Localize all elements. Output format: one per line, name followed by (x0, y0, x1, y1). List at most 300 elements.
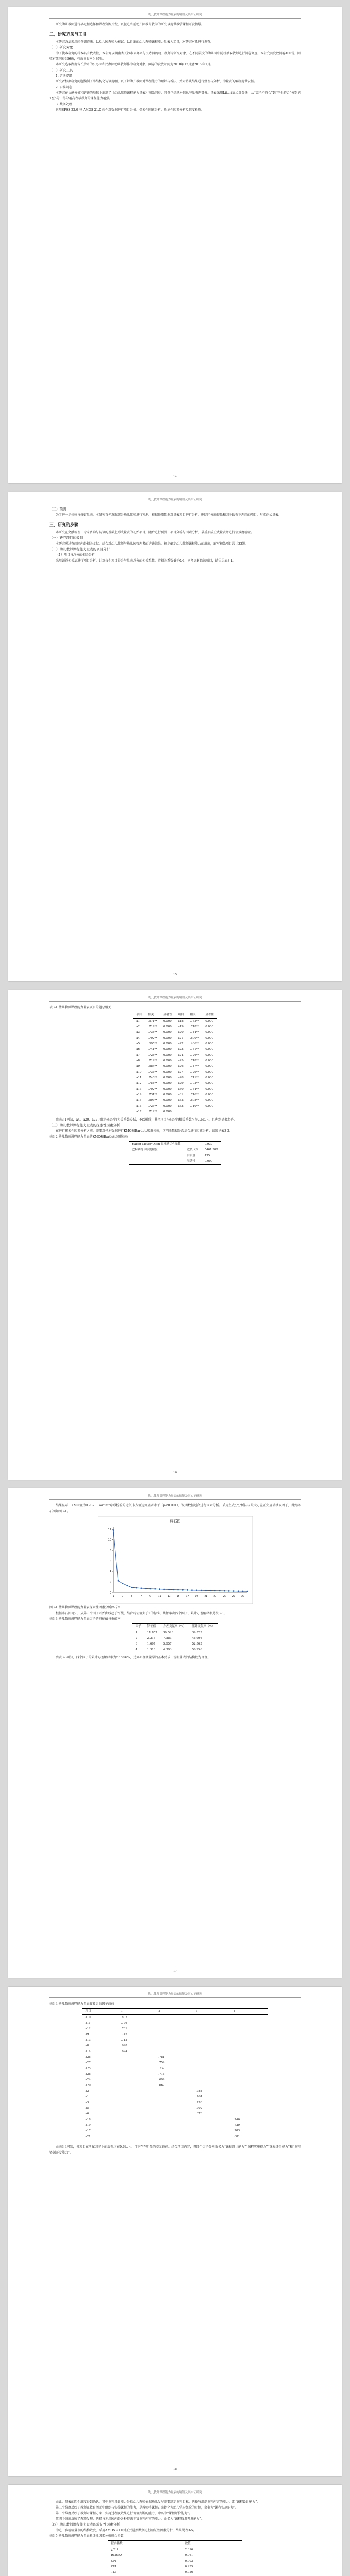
table-cell: .673 (196, 2112, 203, 2115)
table-cell: a22 (178, 1042, 184, 1045)
table-cell (230, 2038, 268, 2043)
table-cell: .702 (196, 2107, 203, 2110)
table-cell (118, 2055, 156, 2060)
paragraph: 采用题总相关法进行项目分析，计算每个项目得分与量表总分的相关系数，若相关系数低于0.4，则考虑删除该项目，结果见表3-1。 (56, 559, 236, 563)
running-header: 幼儿教师课程能力量表的编制及其实证研究 (49, 1987, 301, 1998)
table-cell: .662 (158, 2084, 165, 2087)
table-row (133, 1092, 217, 1098)
x-tick-label: 21 (204, 1595, 207, 1598)
table-cell (118, 2072, 156, 2077)
paragraph: 由表3-4可知，各项目在所属因子上的载荷均在0.6以上，且不存在明显的交叉载荷。结合项目内容，将四个因子分别命名为“课程设计能力”“课程实施能力”“课程评价能力”和“课程资源开发能力”。 (49, 2145, 301, 2155)
table-cell (193, 2015, 230, 2021)
data-point (145, 1588, 146, 1589)
paragraph: 1. 访谈提纲 (56, 74, 72, 78)
table-cell: Kaiser-Meyer-Olkin 取样适切性量数 (132, 1143, 181, 1146)
table-cell: CFI (111, 2565, 116, 2568)
page-body (8, 1998, 342, 2156)
subsection-heading: （四）幼儿教师课程能力量表的验证性因素分析 (49, 2522, 120, 2527)
paragraph: 由此，量表的四个维度得到确认，其中课程设计能力是指幼儿教师依据幼儿发展需要制定课程目标、选择与组织课程内容的能力，即“课程设计能力”。 (56, 2500, 260, 2504)
table-cell: a30 (178, 1088, 184, 1091)
table-cell: a19 (85, 2124, 91, 2127)
table-cell: a14 (136, 1093, 142, 1096)
table-row (82, 2100, 268, 2106)
table-cell: a16 (136, 1105, 142, 1108)
table-cell: .738 (196, 2101, 203, 2104)
figure-caption: 图3-1 幼儿教师课程能力量表探索性因素分析碎石图 (49, 1606, 121, 1609)
table-cell (155, 2032, 193, 2038)
x-tick-label: 23 (213, 1595, 216, 1598)
table-cell: 0.000 (205, 1059, 214, 1062)
table-cell (118, 2094, 156, 2100)
document-page-6 (8, 2485, 342, 2576)
page-number: 18 (173, 2468, 177, 2471)
table-row (129, 1147, 221, 1153)
data-point (223, 1590, 225, 1592)
table-cell: a4 (136, 1037, 140, 1040)
table-row (133, 1024, 217, 1030)
table-row (133, 1041, 217, 1047)
data-point (237, 1590, 239, 1592)
table-cell: .761 (121, 2027, 127, 2030)
table-row (108, 2570, 242, 2575)
data-point (131, 1587, 132, 1588)
table-cell (230, 2026, 268, 2032)
table-cell: 39.523 (192, 1631, 202, 1634)
table-cell (118, 2117, 156, 2123)
table-cell: a33 (178, 1105, 184, 1108)
table-row (108, 2553, 242, 2558)
paragraph: 运用SPSS 22.0 与 AMOS 21.0 软件对数据进行项目分析、探索性因素分析、验证性因素分析及信度检验。 (56, 108, 205, 112)
table-title: 表3-5 幼儿教师课程能力量表验证性因素分析拟合指数 (49, 2534, 124, 2538)
table-cell: a6 (85, 2112, 89, 2115)
section-heading: 二、研究方法与工具 (49, 32, 87, 37)
table-cell (193, 2077, 230, 2083)
data-point (154, 1588, 156, 1590)
table-cell (193, 2021, 230, 2026)
table-title: 表3-2 幼儿教师课程能力量表的KMO和Bartlett球形检验 (49, 1135, 128, 1139)
data-point (163, 1589, 165, 1590)
table-cell: .758** (148, 1082, 157, 1085)
table-cell: 显著性 (187, 1160, 196, 1163)
table-row (82, 2089, 268, 2094)
table-cell: a10 (136, 1071, 142, 1074)
x-tick-label: 29 (241, 1595, 244, 1598)
table-cell: a18 (85, 2118, 91, 2121)
table-cell: 0.903 (185, 2560, 193, 2563)
table-cell: 0.000 (205, 1042, 214, 1045)
table-cell: .726** (190, 1054, 199, 1057)
table-cell: 39.523 (163, 1631, 174, 1634)
table-cell: 0.000 (163, 1037, 172, 1040)
table-cell: 2 (135, 1637, 138, 1640)
table-cell (230, 2094, 268, 2100)
table-cell (155, 2043, 193, 2049)
table-cell: 0.000 (163, 1059, 172, 1062)
paragraph: 结果显示，KMO值为0.937，Bartlett球形检验的近似卡方值达到显著水平（p<0.001），说明数据适合进行因素分析。采用主成分分析法与最大方差正交旋转抽取因子，得到碎石图如图3-1。 (49, 1504, 301, 1513)
subsection-heading: （三）预测 (49, 507, 66, 511)
table-cell: 0.000 (163, 1105, 172, 1108)
table-cell: a20 (178, 1031, 184, 1034)
table-cell: 0.000 (205, 1076, 214, 1079)
table-header-cell: 项目 (133, 1012, 145, 1019)
table-row (132, 1636, 218, 1641)
data-point (195, 1590, 197, 1591)
table-cell: .712 (121, 2039, 127, 2042)
table-cell: a13 (85, 2039, 91, 2042)
table-cell: 1.318 (147, 1648, 156, 1651)
table-row (82, 2032, 268, 2038)
data-point (173, 1589, 174, 1590)
data-point (126, 1585, 128, 1586)
table-cell: a11 (85, 2022, 91, 2025)
table-cell (155, 2117, 193, 2123)
table-cell (230, 2060, 268, 2066)
table-row (133, 1030, 217, 1036)
table-header-cell: 特征值 (144, 1624, 160, 1630)
table-cell: a8 (85, 2044, 89, 2047)
table-cell: 11.857 (147, 1631, 157, 1634)
table-cell: .802 (121, 2016, 127, 2019)
table-header-cell: 数值 (182, 2541, 242, 2547)
table-cell: 0.000 (163, 1099, 172, 1102)
table-cell (118, 2066, 156, 2072)
table-cell: .702** (148, 1088, 157, 1091)
table-cell (193, 2072, 230, 2077)
table-row (82, 2106, 268, 2111)
table-cell (230, 2083, 268, 2089)
table-header-cell: 2 (155, 2009, 193, 2015)
table-row (132, 1630, 218, 1636)
table-cell: 0.000 (205, 1105, 214, 1108)
table-cell (230, 2066, 268, 2072)
table-cell: .725** (148, 1105, 157, 1108)
table-cell: a24 (85, 2078, 91, 2081)
table-cell: a21 (178, 1037, 184, 1040)
table-header-cell: 显著性 (202, 1012, 217, 1019)
table-cell: a14 (85, 2050, 91, 2053)
table-cell: GFI (111, 2560, 116, 2563)
table-cell (193, 2032, 230, 2038)
table-cell: 0.000 (163, 1076, 172, 1079)
table-cell (118, 2100, 156, 2106)
table-cell: a2 (136, 1025, 140, 1028)
table-cell: 4.393 (163, 1648, 172, 1651)
page-body (8, 2496, 342, 2576)
table-row (82, 2066, 268, 2072)
table-row (133, 1019, 217, 1025)
paragraph: 第三个维度反映了教师对课程方案、实施过程及效果进行价值判断的能力，命名为“课程评价能力”。 (56, 2512, 192, 2515)
table-cell: 0.937 (204, 1143, 213, 1146)
table-header-cell: 拟合指数 (108, 2541, 182, 2547)
y-tick-label: 12 (108, 1528, 111, 1532)
table-cell: a27 (178, 1071, 184, 1074)
table-title: 表3-1 幼儿教师课程能力量表项目的题总相关 (49, 1006, 111, 1009)
running-header: 幼儿教师课程能力量表的编制及其实证研究 (49, 492, 301, 503)
data-point (232, 1590, 234, 1592)
table-cell (118, 2128, 156, 2134)
table-cell: .729 (233, 2124, 240, 2127)
x-tick-label: 3 (121, 1595, 123, 1598)
data-point (246, 1591, 248, 1592)
table-cell: a1 (85, 2095, 89, 2098)
table-cell (193, 2049, 230, 2055)
table-cell: a9 (136, 1065, 140, 1068)
table-cell: .698** (190, 1099, 199, 1102)
document-page-3 (8, 990, 342, 1480)
table-row (133, 1053, 217, 1058)
table-cell (230, 2043, 268, 2049)
table-cell: a24 (178, 1054, 184, 1057)
table-cell (118, 2077, 156, 2083)
table-cell (230, 2111, 268, 2117)
x-tick-label: 27 (231, 1595, 235, 1598)
table-cell: a32 (178, 1099, 184, 1102)
paragraph: 在进行探索性因素分析之前，需要对样本数据进行KMO和Bartlett球形检验，以判断数据是否适合进行因素分析，结果见表3-2。 (56, 1129, 232, 1133)
table-cell: 0.926 (185, 2571, 193, 2574)
table-row (133, 1087, 217, 1092)
table-cell: 0.000 (205, 1093, 214, 1096)
paragraph: 本研究选取湖南省长沙市的公办园和民办园幼儿教师作为研究对象，问卷的发放时间为2018年12月至2019年1月。 (56, 63, 213, 66)
table-cell: a11 (136, 1076, 142, 1079)
table-row (82, 2043, 268, 2049)
table-cell: 0.000 (205, 1088, 214, 1091)
x-tick-label: 9 (149, 1595, 151, 1598)
table-cell (202, 1109, 217, 1115)
table-row (82, 2060, 268, 2066)
table-cell: .776 (121, 2022, 127, 2025)
table-cell: a19 (178, 1025, 184, 1028)
table-cell: .690** (190, 1037, 199, 1040)
table-cell: TLI (111, 2571, 116, 2574)
x-tick-label: 17 (186, 1595, 189, 1598)
table-cell: 0.000 (205, 1025, 214, 1028)
table-cell: 0.000 (163, 1082, 172, 1085)
subsection-heading: （一）研究项目的编制 (49, 536, 83, 540)
table-row (108, 2547, 242, 2553)
table-cell: 0.000 (163, 1020, 172, 1023)
table-header-cell: 相关 (145, 1012, 160, 1019)
item-total-correlation-table (133, 1012, 217, 1115)
table-cell: .731** (148, 1093, 157, 1096)
table-row (133, 1109, 217, 1115)
table-cell (230, 2021, 268, 2026)
table-cell: 0.935 (185, 2565, 193, 2568)
table-row (133, 1047, 217, 1053)
table-cell: a28 (178, 1076, 184, 1079)
table-title: 表3-3 幼儿教师课程能力量表因子的特征值与贡献率 (49, 1617, 121, 1621)
table-cell (193, 2026, 230, 2032)
y-tick-label: 4 (109, 1570, 111, 1574)
table-cell (118, 2089, 156, 2094)
table-header-cell: 4 (230, 2009, 268, 2015)
table-cell: 0.000 (205, 1065, 214, 1068)
data-point (200, 1590, 202, 1591)
table-cell: .716 (158, 2073, 165, 2076)
table-cell: .731** (190, 1048, 199, 1051)
table-cell: .736** (148, 1071, 157, 1074)
table-row (82, 2094, 268, 2100)
table-cell: a23 (178, 1048, 184, 1051)
table-cell: 0.000 (163, 1031, 172, 1034)
data-point (117, 1580, 119, 1582)
table-cell (230, 2100, 268, 2106)
table-row (82, 2111, 268, 2117)
page-body (8, 1002, 342, 1165)
table-cell (155, 2123, 193, 2128)
table-cell: .741** (148, 1048, 157, 1051)
table-cell (230, 2049, 268, 2055)
table-cell: a17 (136, 1110, 142, 1113)
table-cell (129, 1159, 184, 1165)
table-cell: 近似卡方 (187, 1148, 198, 1151)
table-cell: a29 (178, 1082, 184, 1085)
table-cell: .761 (196, 2095, 203, 2098)
data-point (187, 1589, 188, 1591)
table-cell (184, 1142, 202, 1148)
table-row (82, 2021, 268, 2026)
data-point (168, 1589, 170, 1590)
table-cell: 0.000 (163, 1110, 172, 1113)
x-tick-label: 5 (130, 1595, 132, 1598)
subsection-heading: （二）幼儿教师课程能力量表的项目分析 (49, 547, 110, 551)
table-cell: 2.316 (185, 2548, 193, 2551)
table-row (129, 1142, 221, 1148)
paragraph: 3. 数据处理 (56, 103, 72, 106)
table-cell (118, 2083, 156, 2089)
table-cell: .732 (158, 2067, 165, 2070)
table-row (133, 1064, 217, 1070)
table-cell: 0.000 (163, 1071, 172, 1074)
x-tick-label: 19 (195, 1595, 198, 1598)
table-cell: a3 (136, 1031, 140, 1034)
table-cell: a6 (136, 1048, 140, 1051)
paragraph: （1）项目与总分的相关分析 (56, 553, 95, 557)
running-header: 幼儿教师课程能力量表的编制及其实证研究 (49, 2485, 301, 2496)
paragraph: 第四个维度反映了教师发现、选择与利用园内外各种资源丰富课程内容的能力，命名为“课程资源开发能力”。 (56, 2517, 205, 2521)
page-body (8, 19, 342, 113)
paragraph: 为了使本研究的样本具有代表性，本研究以湖南省长沙市公办园与民办园的幼儿教师为研究对象，在不同层次的幼儿园中随机抽取教师进行问卷调查。本研究共发放问卷400份，回收有效问卷356份，有效回收率为89%。 (49, 52, 301, 61)
fit-index-table (108, 2540, 242, 2576)
table-cell: a21 (85, 2135, 91, 2138)
table-cell: 0.061 (185, 2554, 193, 2557)
table-cell: a25 (178, 1059, 184, 1062)
data-point (182, 1589, 184, 1591)
x-tick-label: 25 (222, 1595, 226, 1598)
paragraph: 2. 自编问卷 (56, 86, 72, 89)
data-point (136, 1587, 137, 1589)
paragraph: 研究者根据研究问题编制了半结构化访谈提纲，以了解幼儿教师对课程能力的理解与看法，并对访谈结果进行整理与分析，为量表的编制提供依据。 (56, 80, 257, 83)
table-cell (230, 2089, 268, 2094)
table-cell: 0.000 (163, 1093, 172, 1096)
data-point (140, 1587, 142, 1589)
table-row (82, 2015, 268, 2021)
table-row (82, 2077, 268, 2083)
table-cell: a31 (178, 1093, 184, 1096)
table-cell (230, 2077, 268, 2083)
table-row (82, 2038, 268, 2043)
table-cell: .738** (148, 1031, 157, 1034)
table-cell: .784 (196, 2090, 203, 2093)
page-number: 15 (173, 973, 177, 976)
table-cell: 46.906 (192, 1637, 202, 1640)
table-row (82, 2128, 268, 2134)
table-cell (118, 2111, 156, 2117)
table-cell: .718** (190, 1059, 199, 1062)
table-cell: .710** (190, 1105, 199, 1108)
table-cell: .746 (233, 2118, 240, 2121)
table-cell: 0.000 (205, 1031, 214, 1034)
table-cell: .781 (158, 2056, 165, 2059)
table-cell (155, 2100, 193, 2106)
table-row (133, 1036, 217, 1041)
table-cell (193, 2123, 230, 2128)
table-cell (230, 2072, 268, 2077)
table-cell: a1 (136, 1020, 140, 1023)
table-cell: .711** (190, 1076, 199, 1079)
table-row (82, 2123, 268, 2128)
table-cell (193, 2134, 230, 2140)
paragraph: 由表3-1可知，a4、a20、a22 项目与总分的相关系数较低，予以删除，其余项目与总分的相关系数均在0.6以上，且达到显著水平。 (56, 1118, 237, 1122)
eigenvalue-table (132, 1623, 218, 1653)
table-cell: .681 (233, 2135, 240, 2138)
table-cell: .703 (233, 2129, 240, 2132)
data-point (112, 1529, 114, 1531)
table-cell (175, 1109, 187, 1115)
running-header: 幼儿教师课程能力量表的编制及其实证研究 (49, 7, 301, 19)
chart-title: 碎石图 (170, 1519, 180, 1523)
table-cell: 0.000 (205, 1037, 214, 1040)
table-cell: .695** (148, 1042, 157, 1045)
table-cell: .744** (190, 1031, 199, 1034)
table-cell: 5461.302 (204, 1148, 218, 1151)
table-cell: .747** (190, 1065, 199, 1068)
table-cell (230, 2055, 268, 2060)
table-cell: 435 (204, 1154, 210, 1157)
table-row (82, 2049, 268, 2055)
table-cell: 0.000 (204, 1160, 213, 1163)
data-point (177, 1589, 179, 1591)
table-cell: a3 (85, 2101, 89, 2104)
table-row (82, 2117, 268, 2123)
table-cell (155, 2111, 193, 2117)
table-cell (230, 2032, 268, 2038)
table-row (129, 1153, 221, 1159)
data-point (159, 1588, 160, 1590)
document-page-1 (8, 7, 342, 483)
document-page-2 (8, 492, 342, 981)
table-cell (193, 2128, 230, 2134)
table-row (108, 2558, 242, 2564)
table-header-cell: 1 (118, 2009, 156, 2015)
table-cell (155, 2128, 193, 2134)
y-tick-label: 6 (109, 1560, 111, 1563)
y-tick-label: 8 (109, 1549, 111, 1553)
table-row (129, 1159, 221, 1165)
table-row (133, 1070, 217, 1075)
table-cell: a5 (85, 2107, 89, 2110)
table-cell: a18 (178, 1020, 184, 1023)
subsection-heading: （三）幼儿教师课程能力量表的探索性因素分析 (49, 1123, 120, 1127)
table-row (133, 1058, 217, 1064)
x-tick-label: 11 (158, 1595, 161, 1598)
document-page-4 (8, 1488, 342, 1978)
paragraph: 第二个维度反映了教师在教育活动中组织与实施课程的能力，是教师将课程方案转化为幼儿学习经验的过程，命名为“课程实施能力”。 (56, 2506, 239, 2510)
table-cell: .728** (148, 1054, 157, 1057)
table-cell: .714** (148, 1025, 157, 1028)
table-cell: a28 (85, 2073, 91, 2076)
table-cell: .740** (148, 1076, 157, 1079)
table-header-cell: 因子 (132, 1624, 144, 1630)
